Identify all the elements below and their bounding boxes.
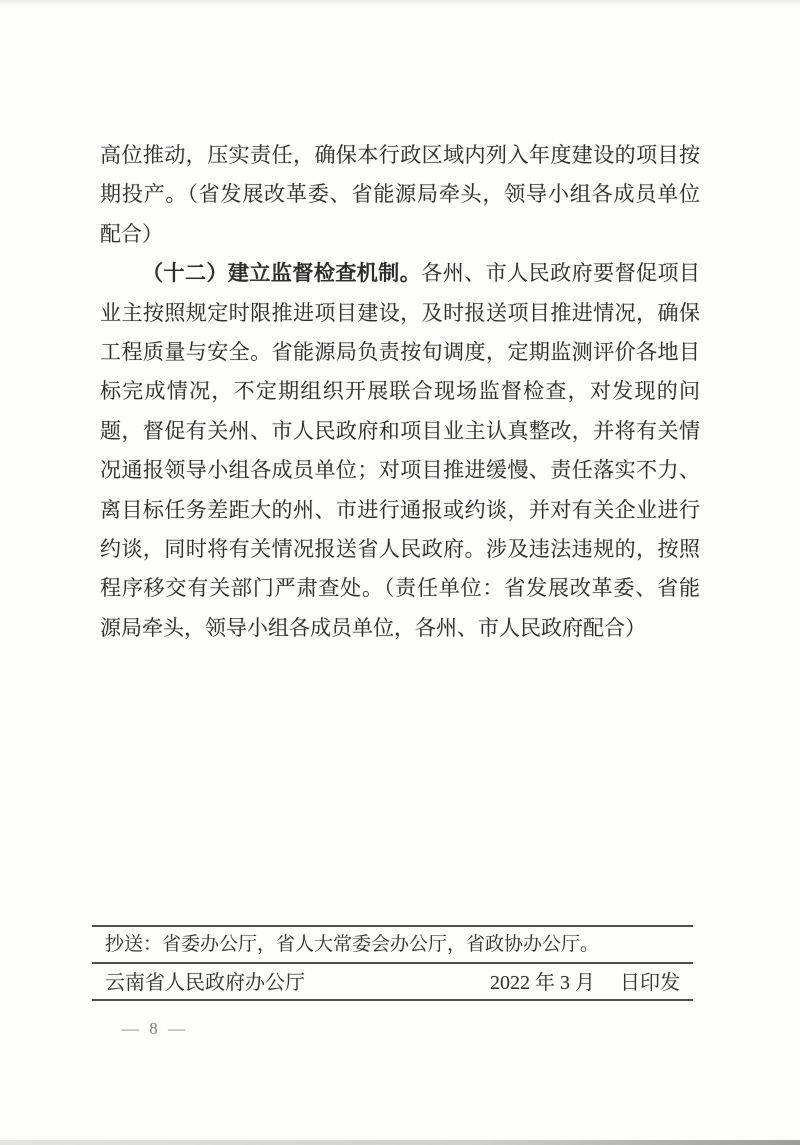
footer-rule-top [92,925,693,927]
cc-note: 抄送：省委办公厅，省人大常委会办公厅，省政协办公厅。 [105,934,600,955]
text-line [100,491,700,530]
body-text: 标完成情况，不定期组织开展联合现场监督检查，对发现的问 [100,379,700,404]
document-body [100,136,700,648]
responsible-unit-text: 配合） [100,221,163,246]
text-line [100,254,700,293]
body-text: 离目标任务差距大的州、市进行通报或约谈，并对有关企业进行 [100,497,700,522]
body-text: 约谈，同时将有关情况报送省人民政府。涉及违法违规的，按照 [100,537,700,562]
responsible-unit-text: （责任单位：省发展改革委、省能 [383,576,701,601]
text-line [100,412,700,451]
text-line [100,333,700,372]
item-heading: （十二）建立监督检查机制。 [142,261,422,286]
scan-edge-top [0,0,800,6]
text-line [100,530,700,569]
body-text: 况通报领导小组各成员单位；对项目推进缓慢、责任落实不力、 [100,458,700,483]
footer-rule-bottom [92,999,693,1001]
responsible-unit-text: （省发展改革委、省能源局牵头，领导小组各成员单位 [187,182,701,207]
body-text: 业主按照规定时限推进项目建设，及时报送项目推进情况，确保 [100,300,700,325]
body-text: 工程质量与安全。省能源局负责按旬调度，定期监测评价各地目 [100,340,700,365]
footer-rule-middle [92,962,693,964]
body-text: 题，督促有关州、市人民政府和项目业主认真整改，并将有关情 [100,418,700,443]
text-line [100,136,700,175]
body-text: 期投产。 [100,182,188,207]
scan-edge-bottom [0,1140,800,1145]
text-line [100,294,700,333]
text-line [100,175,700,214]
text-line [100,609,700,648]
text-line [100,451,700,490]
issuing-office: 云南省人民政府办公厅 [105,972,305,994]
responsible-unit-text: 源局牵头，领导小组各成员单位，各州、市人民政府配合） [100,615,646,640]
text-line [100,372,700,411]
body-text: 程序移交有关部门严肃查处。 [100,576,384,601]
text-line [100,215,700,254]
print-date: 2022 年 3 月 日印发 [490,972,680,994]
page-number: — 8 — [122,1019,188,1038]
text-line [100,569,700,608]
issuer-row [105,969,680,997]
body-text: 各州、市人民政府要督促项目 [421,261,701,286]
body-text: 高位推动，压实责任，确保本行政区域内列入年度建设的项目按 [100,143,700,167]
